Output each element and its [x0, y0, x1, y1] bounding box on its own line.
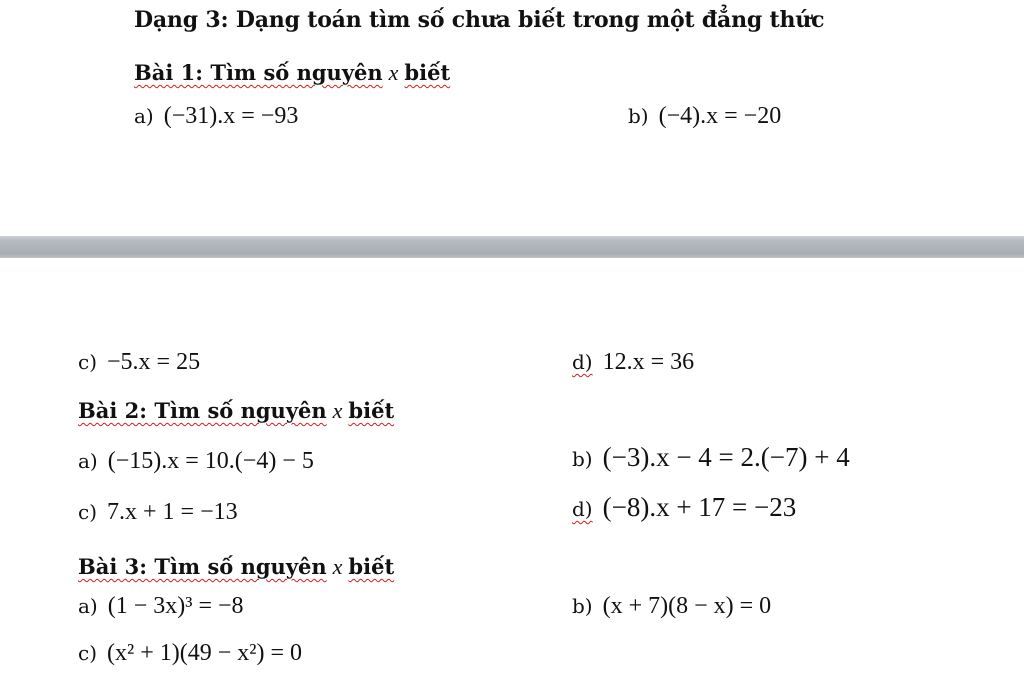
exercise-3-item-a	[78, 594, 244, 618]
item-label: c)	[78, 641, 98, 665]
exercise-1-item-d	[572, 350, 694, 374]
exercise-1-item-c	[78, 350, 200, 374]
exercise-2-title	[78, 400, 394, 422]
item-equation: (−4).x = −20	[658, 103, 782, 129]
exercise-1-item-a	[134, 104, 298, 128]
item-label: b)	[572, 594, 593, 618]
item-equation: 7.x + 1 = −13	[107, 499, 238, 525]
exercise-title-suffix: biết	[348, 398, 395, 423]
item-equation: (−8).x + 17 = −23	[602, 492, 797, 522]
exercise-2-item-d	[572, 494, 796, 521]
section-heading: Dạng 3: Dạng toán tìm số chưa biết trong một đẳng thức	[134, 7, 825, 33]
item-label: c)	[78, 500, 98, 524]
item-equation: (−31).x = −93	[163, 103, 299, 129]
item-label: a)	[78, 449, 98, 473]
item-equation: (x² + 1)(49 − x²) = 0	[107, 640, 302, 666]
exercise-1-item-b	[628, 104, 781, 128]
exercise-3-title	[78, 556, 394, 578]
variable-x: x	[332, 398, 343, 423]
exercise-title-text: Bài 3: Tìm số nguyên	[78, 554, 327, 579]
item-equation: (−15).x = 10.(−4) − 5	[107, 448, 314, 474]
variable-x: x	[332, 554, 343, 579]
item-label: a)	[78, 594, 98, 618]
exercise-title-suffix: biết	[404, 60, 451, 85]
item-equation: 12.x = 36	[602, 349, 695, 375]
item-label: d)	[572, 350, 593, 374]
item-equation: (1 − 3x)³ = −8	[107, 593, 244, 619]
item-label: b)	[628, 104, 649, 128]
exercise-3-item-b	[572, 594, 771, 618]
item-label: c)	[78, 350, 98, 374]
exercise-1-title	[134, 62, 450, 84]
exercise-3-item-c	[78, 641, 302, 665]
item-equation: (x + 7)(8 − x) = 0	[602, 593, 772, 619]
exercise-2-item-b	[572, 444, 850, 471]
item-label: d)	[572, 497, 593, 521]
exercise-2-item-c	[78, 500, 238, 524]
variable-x: x	[388, 60, 399, 85]
exercise-2-item-a	[78, 449, 314, 473]
exercise-title-text: Bài 1: Tìm số nguyên	[134, 60, 383, 85]
exercise-title-suffix: biết	[348, 554, 395, 579]
item-equation: −5.x = 25	[107, 349, 201, 375]
exercise-title-text: Bài 2: Tìm số nguyên	[78, 398, 327, 423]
item-label: b)	[572, 447, 593, 471]
page-separator	[0, 236, 1024, 258]
item-equation: (−3).x − 4 = 2.(−7) + 4	[602, 442, 850, 472]
item-label: a)	[134, 104, 154, 128]
